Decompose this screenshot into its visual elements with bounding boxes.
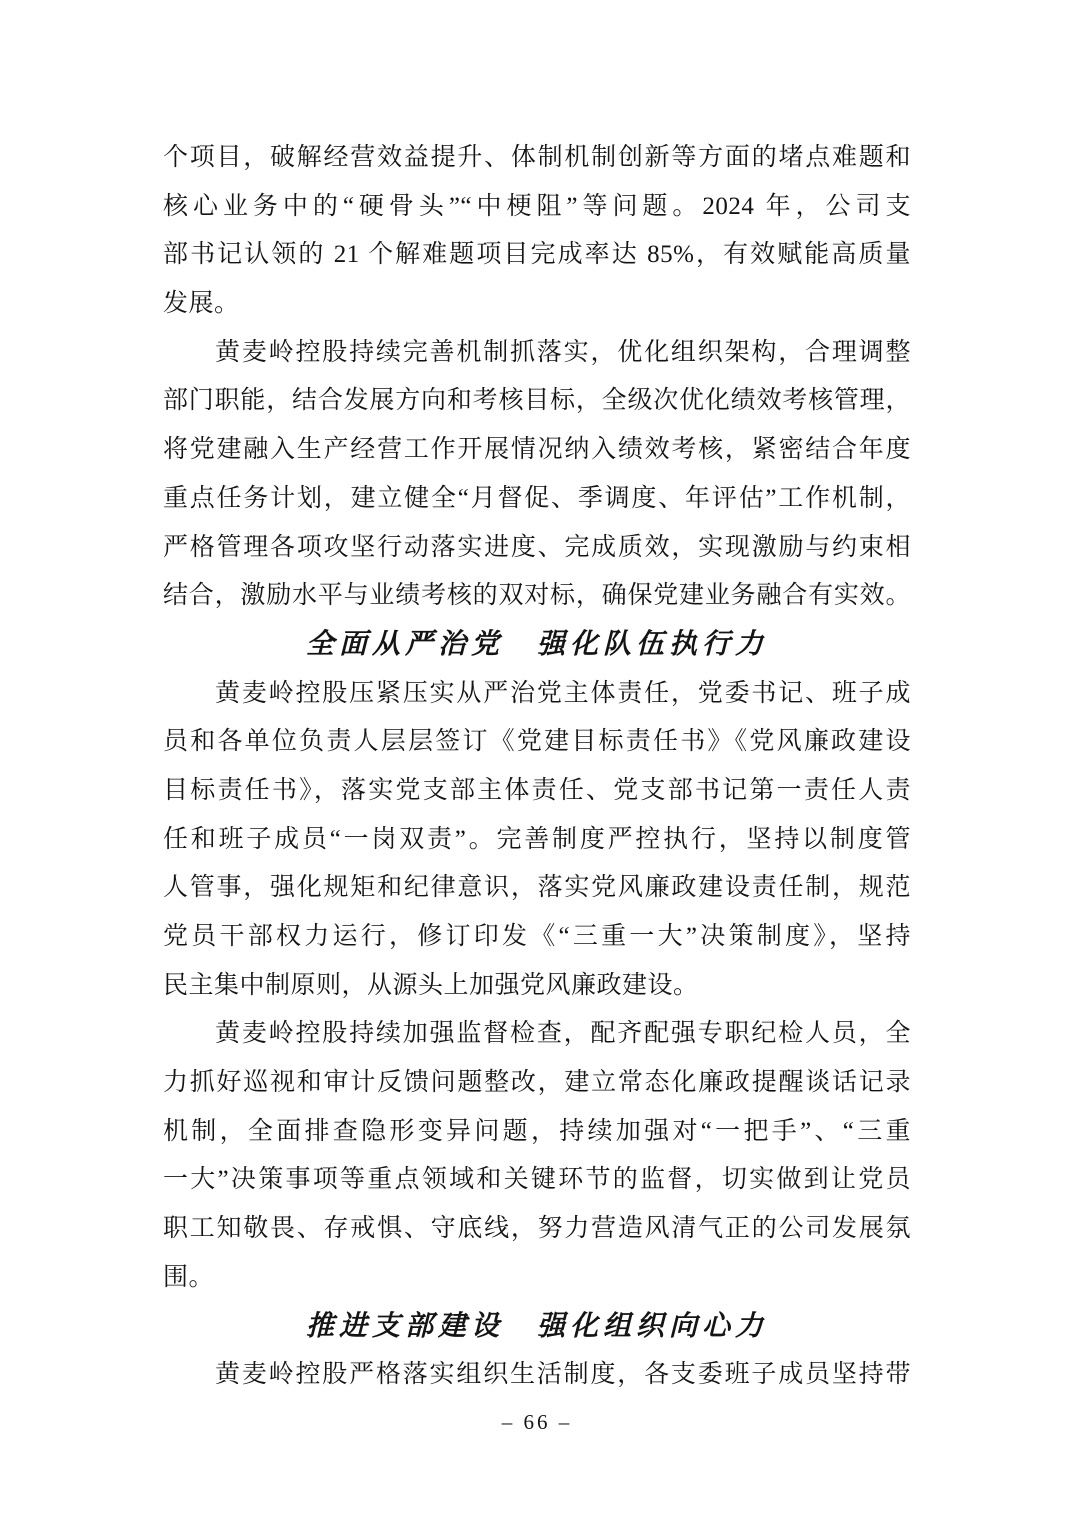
text-line: 员和各单位负责人层层签订《党建目标责任书》《党风廉政建设	[163, 728, 911, 756]
body-paragraph	[163, 134, 911, 329]
text-line: 机制，全面排查隐形变异问题，持续加强对“一把手”、“三重	[163, 1117, 911, 1145]
text-line: 部门职能，结合发展方向和考核目标，全级次优化绩效考核管理，	[163, 387, 911, 415]
text-line: 结合，激励水平与业绩考核的双对标，确保党建业务融合有实效。	[163, 582, 911, 610]
text-line: 民主集中制原则，从源头上加强党风廉政建设。	[163, 971, 699, 999]
body-paragraph	[163, 1351, 911, 1400]
text-line: 目标责任书》，落实党支部主体责任、党支部书记第一责任人责	[163, 776, 911, 804]
text-line: 将党建融入生产经营工作开展情况纳入绩效考核，紧密结合年度	[163, 436, 911, 464]
text-line: 黄麦岭控股压紧压实从严治党主体责任，党委书记、班子成	[215, 679, 911, 707]
text-line: 力抓好巡视和审计反馈问题整改，建立常态化廉政提醒谈话记录	[163, 1069, 911, 1097]
heading-line: 全面从严治党 强化队伍执行力	[305, 628, 768, 660]
text-line: 一大”决策事项等重点领域和关键环节的监督，切实做到让党员	[163, 1166, 911, 1194]
text-line: 黄麦岭控股持续加强监督检查，配齐配强专职纪检人员，全	[215, 1020, 911, 1048]
section-heading	[163, 621, 911, 670]
text-line: 职工知敬畏、存戒惧、守底线，努力营造风清气正的公司发展氛	[163, 1215, 911, 1243]
heading-line: 推进支部建设 强化组织向心力	[305, 1310, 768, 1342]
text-line: 核心业务中的“硬骨头”“中梗阻”等问题。2024 年，公司支	[163, 192, 911, 220]
text-line: 部书记认领的 21 个解难题项目完成率达 85%，有效赋能高质量	[163, 241, 911, 269]
page-number: – 66 –	[501, 1410, 573, 1434]
text-line: 重点任务计划，建立健全“月督促、季调度、年评估”工作机制，	[163, 484, 911, 512]
body-paragraph	[163, 329, 911, 621]
text-line: 党员干部权力运行，修订印发《“三重一大”决策制度》，坚持	[163, 923, 911, 950]
page-content	[163, 134, 911, 1400]
text-line: 任和班子成员“一岗双责”。完善制度严控执行，坚持以制度管	[163, 825, 911, 853]
text-line: 黄麦岭控股严格落实组织生活制度，各支委班子成员坚持带	[215, 1361, 911, 1389]
text-line: 严格管理各项攻坚行动落实进度、完成质效，实现激励与约束相	[163, 533, 911, 561]
text-line: 黄麦岭控股持续完善机制抓落实，优化组织架构，合理调整	[215, 338, 911, 366]
text-line: 个项目，破解经营效益提升、体制机制创新等方面的堵点难题和	[163, 144, 911, 171]
body-paragraph	[163, 1010, 911, 1302]
text-line: 围。	[163, 1263, 215, 1291]
section-heading	[163, 1303, 911, 1352]
body-paragraph	[163, 670, 911, 1011]
text-line: 发展。	[163, 290, 240, 318]
text-line: 人管事，强化规矩和纪律意识，落实党风廉政建设责任制，规范	[163, 874, 911, 902]
